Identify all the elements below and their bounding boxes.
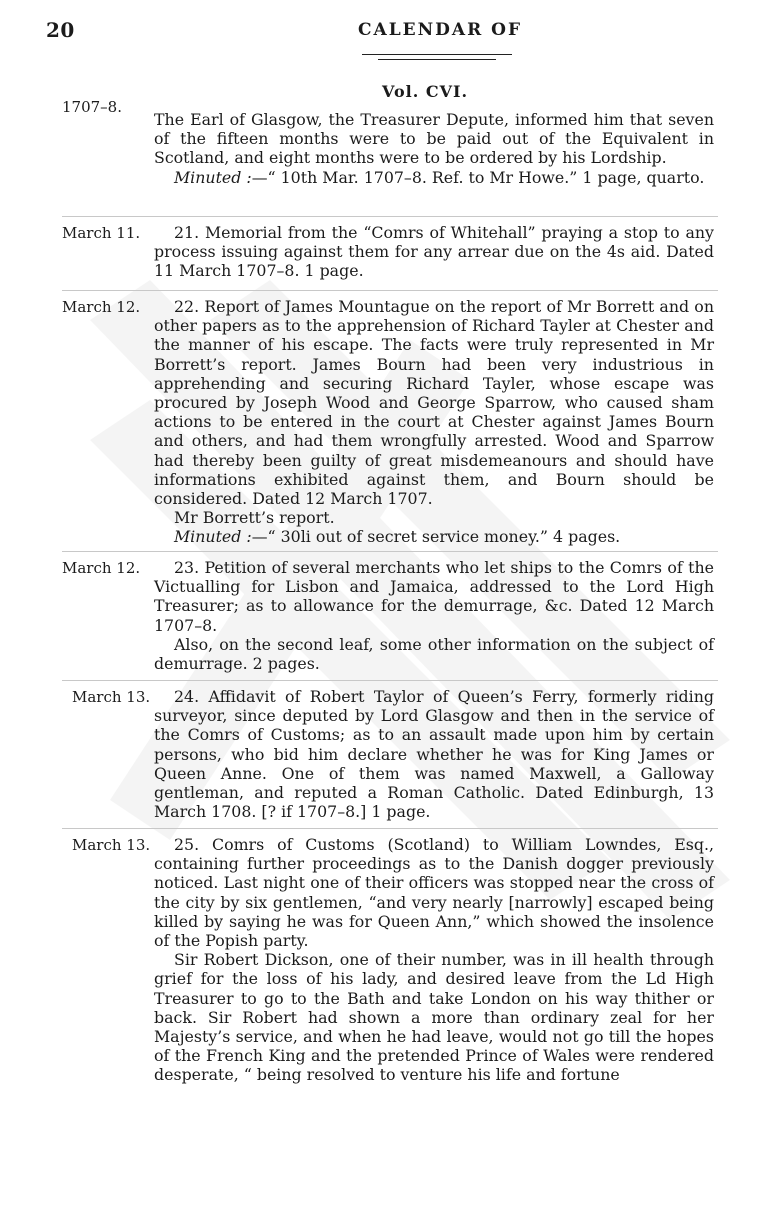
entry-date: March 13. [72,688,151,706]
entry-note: Mr Borrett’s report. [174,508,335,528]
entry-separator [62,551,718,552]
entry-body [154,110,714,187]
entry-note: Also, on the second leaf, some other information on the subject of demurrage. 2 pages. [154,634,714,674]
entry-body [154,558,714,673]
entry-date: March 11. [62,224,141,242]
entry-date: March 12. [62,298,141,316]
entry-body [154,297,714,547]
minuted-text: —“ 30li out of secret service money.” 4 pages. [251,527,621,547]
entry-separator [62,216,718,217]
minuted-label: Minuted : [174,167,252,187]
header-rule-upper [362,54,512,55]
entry-separator [62,290,718,291]
entry-text: The Earl of Glasgow, the Treasurer Depute, informed him that seven of the fifteen months were to be paid out of the Equivalent in Scotland, and eight months were to be ordered by his Lordship. [154,110,714,168]
entry-text: 21. Memorial from the “Comrs of Whitehall” praying a stop to any process issuing against them for any arrear due on the 4s aid. Dated 11 March 1707–8. 1 page. [154,223,714,281]
entry-date: March 12. [62,559,141,577]
entry-separator [62,680,718,681]
entry-minuted [154,527,714,546]
running-title: CALENDAR OF [357,20,523,40]
entry-text: 23. Petition of several merchants who let ships to the Comrs of the Victualling for Lisbon and Jamaica, addressed to the Lord High Treasurer; as to allowance for the demurrage, &c. Dated 12 March 1707–8. [154,558,714,635]
entry-separator [62,828,718,829]
header-rule-lower [378,59,496,60]
entry-body [154,223,714,281]
minuted-text: —“ 10th Mar. 1707–8. Ref. to Mr Howe.” 1 page, quarto. [251,167,705,187]
entry-minuted [154,168,714,187]
volume-heading: Vol. CVI. [382,82,469,101]
entry-text: 24. Affidavit of Robert Taylor of Queen’s Ferry, formerly riding surveyor, since deputed by Lord Glasgow and then in the service of the Comrs of Customs; as to an assault made upon him by certain persons, who bid him declare whether he was for King James or Queen Anne. One of them was named Maxwell, a Galloway gentleman, and reputed a Roman Catholic. Dated Edinburgh, 13 March 1708. [? if 1707–8.] 1 page. [154,687,714,822]
entry-note: Sir Robert Dickson, one of their number, was in ill health through grief for the loss of his lady, and desired leave from the Ld High Treasurer to go to the Bath and take London on his way thither or back. Sir Robert had shown a more than ordinary zeal for her Majesty’s service, and when he had leave, would not go till the hopes of the French King and the pretended Prince of Wales were rendered desperate, “ being resolved to venture his life and fortune [154,950,714,1085]
minuted-label: Minuted : [174,527,252,547]
entry-body [154,687,714,821]
entry-text: 22. Report of James Mountague on the report of Mr Borrett and on other papers as to the apprehension of Richard Tayler at Chester and the manner of his escape. The facts were truly represented in Mr Borrett’s report. James Bourn had been very industrious in apprehending and securing Richard Tayler, whose escape was procured by Joseph Wood and George Sparrow, who caused sham actions to be entered in the court at Chester against James Bourn and others, and had them wrongfully arrested. Wood and Sparrow had thereby been guilty of great misdemeanours and should have informations exhibited against them, and Bourn should be considered. Dated 12 March 1707. [154,297,714,509]
entry-body [154,835,714,1085]
entry-date: March 13. [72,836,151,854]
entry-date: 1707–8. [62,98,122,116]
page-number: 20 [46,18,75,42]
entry-text: 25. Comrs of Customs (Scotland) to William Lowndes, Esq., containing further proceedings as to the Danish dogger previously noticed. Last night one of their officers was stopped near the cross of the city by six gentlemen, “and very nearly [narrowly] escaped being killed by saying he was for Queen Ann,” which showed the insolence of the Popish party. [154,835,714,951]
